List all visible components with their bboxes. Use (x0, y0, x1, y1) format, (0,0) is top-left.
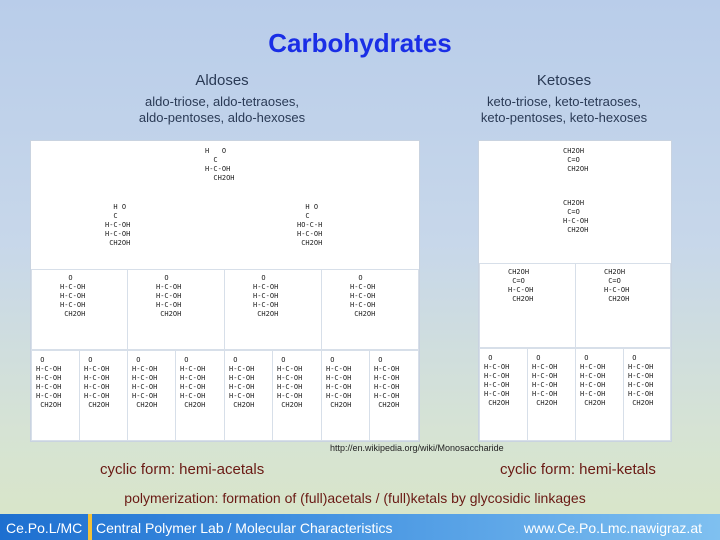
ketoses-line2: keto-pentoses, keto-hexoses (480, 110, 648, 125)
hexose-cell (127, 349, 176, 441)
threose-structure: H O C HO-C-H H-C-OH CH2OH (297, 203, 323, 247)
source-link[interactable]: http://en.wikipedia.org/wiki/Monosaccharide (330, 443, 504, 453)
hexose-cell (224, 349, 273, 441)
aldoses-line2: aldo-pentoses, aldo-hexoses (138, 110, 306, 125)
ketohexose-cell (527, 347, 576, 441)
hexose-structure: O H-C-OH H-C-OH H-C-OH H-C-OH CH2OH (180, 356, 206, 409)
ketohexose-cell (575, 347, 624, 441)
hexose-cell (175, 349, 225, 441)
ketoses-line1: keto-triose, keto-tetraoses, (487, 94, 641, 109)
aldoses-header: Aldoses (195, 72, 249, 89)
hexose-cell (79, 349, 128, 441)
pentose-cell (31, 269, 128, 351)
ketohexose-cell (479, 347, 528, 441)
footer-left-label: Ce.Po.L/MC (6, 520, 83, 536)
hexose-cell (31, 349, 80, 441)
aldose-structures-figure (30, 140, 420, 442)
pentose-structure: O H-C-OH H-C-OH H-C-OH CH2OH (350, 274, 376, 318)
ketohexose-structure: O H-C-OH H-C-OH H-C-OH H-C-OH CH2OH (580, 354, 606, 407)
hexose-structure: O H-C-OH H-C-OH H-C-OH H-C-OH CH2OH (229, 356, 255, 409)
pentose-cell (127, 269, 225, 351)
ketoses-header: Ketoses (536, 72, 592, 89)
ketopentose-cell (575, 263, 671, 349)
cyclic-aldo-note: cyclic form: hemi-acetals (100, 461, 265, 478)
glyceraldehyde-structure: H O C H-C-OH CH2OH (205, 147, 235, 182)
footer-bar (0, 514, 720, 540)
ketopentose-structure: CH2OH C=O H-C-OH CH2OH (604, 268, 630, 303)
ketose-structures-figure (478, 140, 672, 442)
pentose-structure: O H-C-OH H-C-OH H-C-OH CH2OH (156, 274, 182, 318)
footer-center-label: Central Polymer Lab / Molecular Characteristics (96, 520, 393, 536)
footer-separator (88, 514, 92, 540)
ketopentose-cell (479, 263, 576, 349)
ketopentose-structure: CH2OH C=O H-C-OH CH2OH (508, 268, 534, 303)
ketohexose-structure: O H-C-OH H-C-OH H-C-OH H-C-OH CH2OH (484, 354, 510, 407)
hexose-cell (272, 349, 322, 441)
pentose-cell (224, 269, 322, 351)
hexose-structure: O H-C-OH H-C-OH H-C-OH H-C-OH CH2OH (36, 356, 62, 409)
hexose-structure: O H-C-OH H-C-OH H-C-OH H-C-OH CH2OH (277, 356, 303, 409)
ketohexose-cell (623, 347, 671, 441)
aldoses-line1: aldo-triose, aldo-tetraoses, (145, 94, 299, 109)
hexose-structure: O H-C-OH H-C-OH H-C-OH H-C-OH CH2OH (374, 356, 400, 409)
polymerization-note: polymerization: formation of (full)acetals / (full)ketals by glycosidic linkages (124, 490, 586, 506)
hexose-cell (321, 349, 370, 441)
dihydroxyacetone-structure: CH2OH C=O CH2OH (563, 147, 589, 173)
hexose-structure: O H-C-OH H-C-OH H-C-OH H-C-OH CH2OH (326, 356, 352, 409)
hexose-cell (369, 349, 419, 441)
ketohexose-structure: O H-C-OH H-C-OH H-C-OH H-C-OH CH2OH (628, 354, 654, 407)
pentose-structure: O H-C-OH H-C-OH H-C-OH CH2OH (60, 274, 86, 318)
erythrulose-structure: CH2OH C=O H-C-OH CH2OH (563, 199, 589, 234)
hexose-structure: O H-C-OH H-C-OH H-C-OH H-C-OH CH2OH (132, 356, 158, 409)
cyclic-keto-note: cyclic form: hemi-ketals (500, 461, 656, 478)
pentose-cell (321, 269, 419, 351)
ketohexose-structure: O H-C-OH H-C-OH H-C-OH H-C-OH CH2OH (532, 354, 558, 407)
pentose-structure: O H-C-OH H-C-OH H-C-OH CH2OH (253, 274, 279, 318)
footer-website-link[interactable]: www.Ce.Po.Lmc.nawigraz.at (523, 520, 702, 536)
hexose-structure: O H-C-OH H-C-OH H-C-OH H-C-OH CH2OH (84, 356, 110, 409)
slide-title: Carbohydrates (268, 28, 452, 58)
erythrose-structure: H O C H-C-OH H-C-OH CH2OH (105, 203, 131, 247)
